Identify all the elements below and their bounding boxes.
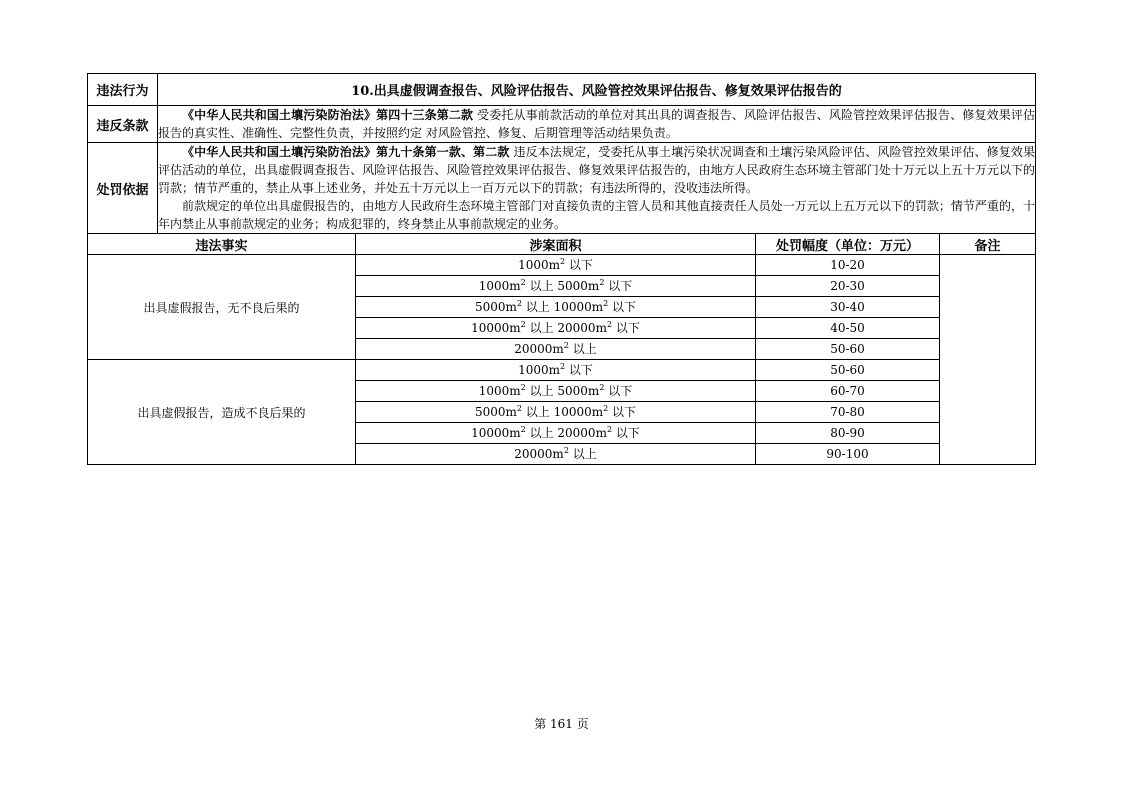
violated-clause-ref: 《中华人民共和国土壤污染防治法》第四十三条第二款 [182, 108, 474, 122]
page-number: 第 161 页 [534, 717, 589, 731]
column-header-fact: 违法事实 [88, 234, 356, 255]
range-cell: 10-20 [756, 255, 940, 276]
area-cell: $1000m^2$ 以上 $5000m^2$ 以下 [356, 276, 756, 297]
penalty-basis-body-1: 违反本法规定，受委托从事土壤污染状况调查和土壤污染风险评估、风险管控效果评估、修复效果评估活动的单位，出具虚假调查报告、风险评估报告、风险管控效果评估报告、修复效果评估报告的，由地方人民政府生态环境主管部门处十万元以上五十万元以下的罚款；情节严重的，禁止从事上述业务，并处五十万元以上一百万元以下的罚款；有违法所得的，没收违法所得。 [158, 145, 1035, 195]
area-cell: $20000m^2$ 以上 [356, 444, 756, 465]
area-cell: $5000m^2$ 以上 $10000m^2$ 以下 [356, 402, 756, 423]
violation-fact: 出具虚假报告，无不良后果的 [88, 255, 356, 360]
range-cell: 50-60 [756, 360, 940, 381]
penalty-basis-ref: 《中华人民共和国土壤污染防治法》第九十条第一款、第二款 [182, 145, 510, 159]
table-row [88, 360, 1036, 381]
column-header-note: 备注 [940, 234, 1036, 255]
range-cell: 30-40 [756, 297, 940, 318]
column-header-range: 处罚幅度（单位：万元） [756, 234, 940, 255]
column-header-area: 涉案面积 [356, 234, 756, 255]
penalty-basis-text [158, 143, 1036, 234]
area-cell: $5000m^2$ 以上 $10000m^2$ 以下 [356, 297, 756, 318]
area-cell: $10000m^2$ 以上 $20000m^2$ 以下 [356, 423, 756, 444]
penalty-basis-label: 处罚依据 [88, 143, 158, 234]
range-cell: 60-70 [756, 381, 940, 402]
range-cell: 80-90 [756, 423, 940, 444]
note-cell [940, 255, 1036, 465]
penalty-table [87, 73, 1036, 465]
range-cell: 20-30 [756, 276, 940, 297]
table-row [88, 255, 1036, 276]
area-cell: $1000m^2$ 以下 [356, 360, 756, 381]
range-cell: 90-100 [756, 444, 940, 465]
violated-clause-body: 受委托从事前款活动的单位对其出具的调查报告、风险评估报告、风险管控效果评估报告、修复效果评估报告的真实性、准确性、完整性负责，并按照约定 对风险管控、修复、后期管理等活动结果负责。 [158, 108, 1035, 140]
violated-clause-text [158, 106, 1036, 143]
behavior-label: 违法行为 [88, 74, 158, 106]
area-cell: $1000m^2$ 以上 $5000m^2$ 以下 [356, 381, 756, 402]
range-cell: 50-60 [756, 339, 940, 360]
area-cell: $1000m^2$ 以下 [356, 255, 756, 276]
violated-clause-label: 违反条款 [88, 106, 158, 143]
penalty-basis-body-2: 前款规定的单位出具虚假报告的，由地方人民政府生态环境主管部门对直接负责的主管人员和其他直接责任人员处一万元以上五万元以下的罚款；情节严重的，十年内禁止从事前款规定的业务；构成犯罪的，终身禁止从事前款规定的业务。 [158, 199, 1035, 231]
range-cell: 40-50 [756, 318, 940, 339]
area-cell: $10000m^2$ 以上 $20000m^2$ 以下 [356, 318, 756, 339]
behavior-title: 10.出具虚假调查报告、风险评估报告、风险管控效果评估报告、修复效果评估报告的 [158, 74, 1036, 106]
area-cell: $20000m^2$ 以上 [356, 339, 756, 360]
range-cell: 70-80 [756, 402, 940, 423]
violation-fact: 出具虚假报告，造成不良后果的 [88, 360, 356, 465]
